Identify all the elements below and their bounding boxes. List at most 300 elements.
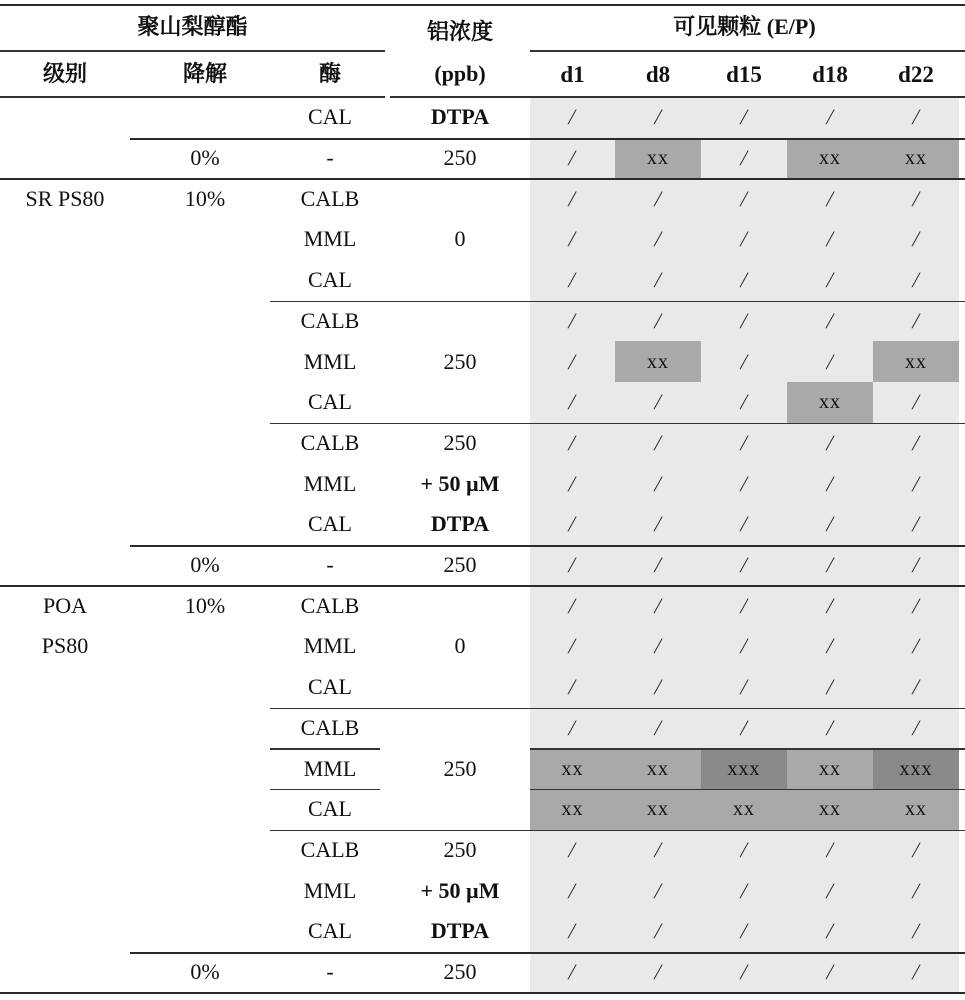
cell-grade — [0, 911, 130, 952]
cell-day-d18 — [787, 789, 873, 830]
cell-degradation — [140, 830, 270, 871]
cell-day-d15 — [701, 626, 787, 667]
no-particle-mark: / — [652, 918, 664, 944]
cell-day-d18 — [787, 219, 873, 260]
cell-enzyme: CAL — [308, 267, 352, 293]
no-particle-mark: / — [824, 104, 836, 130]
no-particle-mark: / — [652, 226, 664, 252]
cell-day-d18 — [787, 423, 873, 464]
cell-aluminum: 250 — [443, 755, 477, 781]
cell-aluminum: DTPA — [430, 104, 490, 130]
cell-grade — [0, 97, 130, 138]
cell-enzyme: CALB — [300, 429, 360, 455]
no-particle-mark: / — [652, 714, 664, 740]
cell-day-d8 — [615, 423, 701, 464]
cell-grade — [0, 504, 130, 545]
cell-day-d22 — [873, 97, 959, 138]
cell-degradation — [140, 708, 270, 749]
cell-aluminum: 0 — [454, 226, 466, 252]
no-particle-mark: / — [738, 470, 750, 496]
no-particle-mark: / — [652, 552, 664, 578]
no-particle-mark: / — [910, 592, 922, 618]
no-particle-mark: / — [652, 429, 664, 455]
header-polysorbate: 聚山梨醇酯 — [137, 14, 248, 39]
cell-day-d22 — [873, 748, 959, 789]
no-particle-mark: / — [738, 511, 750, 537]
cell-day-d18 — [787, 138, 873, 179]
cell-day-d1 — [530, 423, 615, 464]
cell-day-d1 — [530, 708, 615, 749]
cell-degradation — [140, 789, 270, 830]
header-aluminum-line1: 铝浓度 — [426, 19, 493, 44]
no-particle-mark: / — [738, 389, 750, 415]
cell-day-d8 — [615, 626, 701, 667]
cell-degradation: 0% — [190, 959, 220, 985]
cell-grade — [0, 382, 130, 423]
table-rule — [0, 992, 965, 994]
cell-degradation — [140, 911, 270, 952]
no-particle-mark: / — [738, 633, 750, 659]
no-particle-mark: / — [566, 877, 579, 903]
no-particle-mark: / — [738, 267, 750, 293]
cell-day-d15 — [701, 423, 787, 464]
cell-day-d15 — [701, 463, 787, 504]
no-particle-mark: / — [738, 429, 750, 455]
cell-grade — [0, 708, 130, 749]
cell-degradation: 10% — [184, 185, 226, 211]
no-particle-mark: / — [738, 674, 750, 700]
no-particle-mark: / — [824, 918, 836, 944]
table-rule — [270, 748, 380, 750]
no-particle-mark: / — [824, 185, 836, 211]
cell-day-d18 — [787, 260, 873, 301]
cell-aluminum: + 50 µM — [420, 470, 500, 496]
cell-day-d18 — [787, 585, 873, 626]
cell-day-d22 — [873, 382, 959, 423]
no-particle-mark: / — [566, 104, 579, 130]
no-particle-mark: / — [824, 267, 836, 293]
cell-aluminum — [390, 301, 530, 342]
cell-degradation — [140, 97, 270, 138]
cell-grade — [0, 260, 130, 301]
cell-enzyme: - — [326, 552, 334, 578]
no-particle-mark: / — [652, 836, 664, 862]
cell-enzyme: CAL — [308, 796, 352, 822]
cell-aluminum — [390, 708, 530, 749]
cell-grade — [0, 423, 130, 464]
cell-degradation — [140, 219, 270, 260]
no-particle-mark: / — [652, 674, 664, 700]
no-particle-mark: / — [652, 389, 664, 415]
cell-grade — [0, 748, 130, 789]
table-rule — [0, 178, 965, 180]
no-particle-mark: / — [824, 592, 836, 618]
cell-day-d8 — [615, 97, 701, 138]
cell-day-d1 — [530, 748, 615, 789]
cell-degradation — [140, 463, 270, 504]
cell-degradation — [140, 870, 270, 911]
table-rule — [530, 789, 965, 791]
no-particle-mark: / — [652, 470, 664, 496]
cell-day-d1 — [530, 97, 615, 138]
no-particle-mark: / — [910, 307, 922, 333]
no-particle-mark: / — [824, 511, 836, 537]
cell-day-d18 — [787, 667, 873, 708]
cell-day-d15 — [701, 341, 787, 382]
cell-day-d1 — [530, 178, 615, 219]
table-rule — [270, 789, 380, 791]
cell-enzyme: MML — [303, 226, 357, 252]
no-particle-mark: / — [652, 307, 664, 333]
no-particle-mark: / — [824, 348, 836, 374]
no-particle-mark: / — [824, 307, 836, 333]
cell-enzyme: CALB — [300, 836, 360, 862]
cell-grade — [0, 138, 130, 179]
no-particle-mark: / — [652, 511, 664, 537]
cell-day-d8 — [615, 911, 701, 952]
cell-enzyme: - — [326, 959, 334, 985]
no-particle-mark: / — [910, 470, 922, 496]
no-particle-mark: / — [910, 959, 922, 985]
header-day-d8: d8 — [645, 61, 671, 87]
cell-day-d8 — [615, 952, 701, 993]
particle-mark: xx — [647, 798, 669, 821]
no-particle-mark: / — [566, 959, 579, 985]
header-enzyme: 酶 — [318, 61, 341, 86]
cell-day-d18 — [787, 545, 873, 586]
cell-day-d8 — [615, 789, 701, 830]
particle-mark: xx — [905, 350, 927, 373]
no-particle-mark: / — [910, 429, 922, 455]
no-particle-mark: / — [738, 918, 750, 944]
particle-mark: xx — [733, 798, 755, 821]
cell-day-d1 — [530, 911, 615, 952]
cell-enzyme: MML — [303, 877, 357, 903]
no-particle-mark: / — [738, 959, 750, 985]
cell-enzyme: CAL — [308, 511, 352, 537]
no-particle-mark: / — [738, 877, 750, 903]
cell-degradation: 10% — [184, 592, 226, 618]
no-particle-mark: / — [824, 714, 836, 740]
table-rule — [0, 585, 965, 587]
no-particle-mark: / — [824, 959, 836, 985]
cell-aluminum: DTPA — [430, 918, 490, 944]
no-particle-mark: / — [910, 511, 922, 537]
cell-day-d8 — [615, 585, 701, 626]
cell-day-d15 — [701, 748, 787, 789]
table-rule — [270, 301, 965, 303]
cell-day-d8 — [615, 748, 701, 789]
no-particle-mark: / — [566, 307, 579, 333]
cell-day-d15 — [701, 382, 787, 423]
no-particle-mark: / — [910, 918, 922, 944]
no-particle-mark: / — [738, 836, 750, 862]
cell-day-d18 — [787, 626, 873, 667]
cell-aluminum — [390, 382, 530, 423]
cell-degradation: 0% — [190, 552, 220, 578]
cell-day-d1 — [530, 585, 615, 626]
cell-day-d22 — [873, 830, 959, 871]
cell-day-d8 — [615, 667, 701, 708]
cell-day-d18 — [787, 830, 873, 871]
cell-day-d22 — [873, 301, 959, 342]
cell-day-d22 — [873, 870, 959, 911]
cell-grade — [0, 870, 130, 911]
no-particle-mark: / — [738, 552, 750, 578]
no-particle-mark: / — [824, 674, 836, 700]
particle-mark: xx — [819, 798, 841, 821]
cell-day-d15 — [701, 870, 787, 911]
cell-day-d22 — [873, 626, 959, 667]
cell-day-d22 — [873, 545, 959, 586]
no-particle-mark: / — [824, 552, 836, 578]
cell-day-d15 — [701, 708, 787, 749]
cell-day-d15 — [701, 97, 787, 138]
no-particle-mark: / — [652, 877, 664, 903]
cell-aluminum: 250 — [443, 836, 477, 862]
cell-day-d15 — [701, 301, 787, 342]
cell-day-d1 — [530, 341, 615, 382]
no-particle-mark: / — [652, 959, 664, 985]
no-particle-mark: / — [566, 470, 579, 496]
no-particle-mark: / — [824, 877, 836, 903]
no-particle-mark: / — [910, 104, 922, 130]
cell-enzyme: MML — [303, 755, 357, 781]
table-rule — [130, 545, 965, 547]
cell-enzyme: CAL — [308, 918, 352, 944]
cell-day-d1 — [530, 138, 615, 179]
cell-aluminum: 250 — [443, 145, 477, 171]
particle-mark: xx — [561, 798, 584, 821]
cell-aluminum: 250 — [443, 552, 477, 578]
cell-grade — [0, 219, 130, 260]
cell-enzyme: CAL — [308, 674, 352, 700]
cell-day-d18 — [787, 178, 873, 219]
table-rule — [270, 423, 965, 425]
cell-day-d1 — [530, 504, 615, 545]
no-particle-mark: / — [566, 389, 579, 415]
cell-enzyme: MML — [303, 348, 357, 374]
cell-day-d22 — [873, 138, 959, 179]
no-particle-mark: / — [910, 836, 922, 862]
cell-day-d15 — [701, 219, 787, 260]
header-particles: 可见颗粒 (E/P) — [673, 14, 816, 39]
no-particle-mark: / — [652, 104, 664, 130]
cell-day-d1 — [530, 301, 615, 342]
table-rule — [270, 708, 965, 710]
particle-mark: xx — [905, 798, 927, 821]
no-particle-mark: / — [652, 185, 664, 211]
cell-enzyme: CALB — [300, 307, 360, 333]
cell-day-d8 — [615, 463, 701, 504]
no-particle-mark: / — [566, 185, 579, 211]
particle-mark: xx — [647, 757, 669, 780]
no-particle-mark: / — [910, 226, 922, 252]
cell-enzyme: CAL — [308, 389, 352, 415]
table-rule — [270, 830, 965, 832]
cell-day-d8 — [615, 830, 701, 871]
no-particle-mark: / — [566, 145, 579, 171]
no-particle-mark: / — [910, 185, 922, 211]
cell-day-d22 — [873, 341, 959, 382]
cell-day-d1 — [530, 382, 615, 423]
cell-aluminum — [390, 260, 530, 301]
cell-aluminum: 250 — [443, 959, 477, 985]
no-particle-mark: / — [910, 674, 922, 700]
cell-grade — [0, 301, 130, 342]
cell-day-d15 — [701, 911, 787, 952]
cell-grade — [0, 545, 130, 586]
cell-grade — [0, 830, 130, 871]
cell-day-d18 — [787, 463, 873, 504]
cell-day-d18 — [787, 911, 873, 952]
cell-aluminum — [390, 178, 530, 219]
cell-day-d1 — [530, 789, 615, 830]
no-particle-mark: / — [738, 185, 750, 211]
cell-day-d18 — [787, 870, 873, 911]
cell-degradation — [140, 667, 270, 708]
cell-aluminum — [390, 585, 530, 626]
cell-degradation — [140, 748, 270, 789]
cell-grade — [0, 341, 130, 382]
cell-day-d15 — [701, 545, 787, 586]
cell-day-d8 — [615, 219, 701, 260]
no-particle-mark: / — [566, 674, 579, 700]
cell-day-d22 — [873, 178, 959, 219]
cell-day-d8 — [615, 301, 701, 342]
cell-day-d18 — [787, 301, 873, 342]
cell-enzyme: - — [326, 145, 334, 171]
cell-day-d15 — [701, 585, 787, 626]
no-particle-mark: / — [738, 145, 750, 171]
no-particle-mark: / — [738, 714, 750, 740]
no-particle-mark: / — [824, 633, 836, 659]
no-particle-mark: / — [566, 267, 579, 293]
particle-mark: xx — [819, 391, 841, 414]
cell-day-d8 — [615, 545, 701, 586]
cell-day-d1 — [530, 626, 615, 667]
cell-day-d8 — [615, 178, 701, 219]
no-particle-mark: / — [824, 429, 836, 455]
no-particle-mark: / — [566, 348, 579, 374]
table-rule — [130, 952, 965, 954]
no-particle-mark: / — [824, 836, 836, 862]
no-particle-mark: / — [652, 633, 664, 659]
cell-degradation — [140, 382, 270, 423]
cell-day-d15 — [701, 178, 787, 219]
no-particle-mark: / — [738, 226, 750, 252]
cell-day-d8 — [615, 708, 701, 749]
cell-day-d22 — [873, 708, 959, 749]
cell-day-d18 — [787, 708, 873, 749]
cell-aluminum — [390, 667, 530, 708]
no-particle-mark: / — [910, 633, 922, 659]
cell-day-d1 — [530, 219, 615, 260]
cell-day-d8 — [615, 504, 701, 545]
cell-day-d22 — [873, 463, 959, 504]
no-particle-mark: / — [824, 226, 836, 252]
particle-mark: xx — [647, 350, 669, 373]
cell-day-d8 — [615, 260, 701, 301]
cell-degradation — [140, 301, 270, 342]
cell-day-d15 — [701, 260, 787, 301]
cell-day-d8 — [615, 138, 701, 179]
cell-aluminum: 250 — [443, 348, 477, 374]
no-particle-mark: / — [738, 592, 750, 618]
cell-grade: POA — [42, 592, 87, 618]
particle-mark: xx — [819, 757, 841, 780]
cell-day-d18 — [787, 504, 873, 545]
no-particle-mark: / — [566, 226, 579, 252]
cell-grade: PS80 — [41, 633, 89, 659]
cell-day-d22 — [873, 952, 959, 993]
cell-day-d18 — [787, 341, 873, 382]
table-rule — [530, 748, 965, 750]
header-grade: 级别 — [42, 61, 87, 86]
cell-day-d22 — [873, 667, 959, 708]
particle-mark: xx — [819, 147, 841, 170]
header-day-d1: d1 — [560, 61, 585, 87]
no-particle-mark: / — [910, 552, 922, 578]
cell-day-d18 — [787, 952, 873, 993]
cell-enzyme: MML — [303, 633, 357, 659]
cell-day-d22 — [873, 260, 959, 301]
particle-mark: xx — [905, 147, 927, 170]
no-particle-mark: / — [910, 714, 922, 740]
no-particle-mark: / — [566, 429, 579, 455]
cell-day-d8 — [615, 870, 701, 911]
particle-mark: xxx — [899, 757, 933, 780]
cell-aluminum — [390, 789, 530, 830]
cell-day-d1 — [530, 952, 615, 993]
particle-mark: xx — [561, 757, 584, 780]
cell-aluminum: DTPA — [430, 511, 490, 537]
cell-day-d15 — [701, 504, 787, 545]
no-particle-mark: / — [566, 836, 579, 862]
no-particle-mark: / — [910, 389, 922, 415]
cell-day-d22 — [873, 789, 959, 830]
cell-aluminum: + 50 µM — [420, 877, 500, 903]
cell-degradation — [140, 260, 270, 301]
cell-day-d15 — [701, 830, 787, 871]
cell-day-d15 — [701, 789, 787, 830]
cell-grade — [0, 463, 130, 504]
no-particle-mark: / — [566, 918, 579, 944]
no-particle-mark: / — [566, 552, 579, 578]
cell-day-d1 — [530, 260, 615, 301]
cell-degradation — [140, 504, 270, 545]
cell-grade — [0, 952, 130, 993]
cell-day-d1 — [530, 463, 615, 504]
cell-day-d1 — [530, 830, 615, 871]
cell-day-d1 — [530, 667, 615, 708]
cell-day-d18 — [787, 748, 873, 789]
cell-degradation — [140, 626, 270, 667]
cell-aluminum: 250 — [443, 429, 477, 455]
header-day-d15: d15 — [726, 61, 762, 87]
no-particle-mark: / — [910, 267, 922, 293]
cell-grade — [0, 667, 130, 708]
cell-aluminum: 0 — [454, 633, 466, 659]
cell-day-d15 — [701, 952, 787, 993]
cell-day-d1 — [530, 870, 615, 911]
cell-grade — [0, 789, 130, 830]
cell-enzyme: CALB — [300, 592, 360, 618]
no-particle-mark: / — [566, 592, 579, 618]
no-particle-mark: / — [566, 633, 579, 659]
header-day-d18: d18 — [812, 61, 848, 87]
table-rule — [130, 138, 965, 140]
